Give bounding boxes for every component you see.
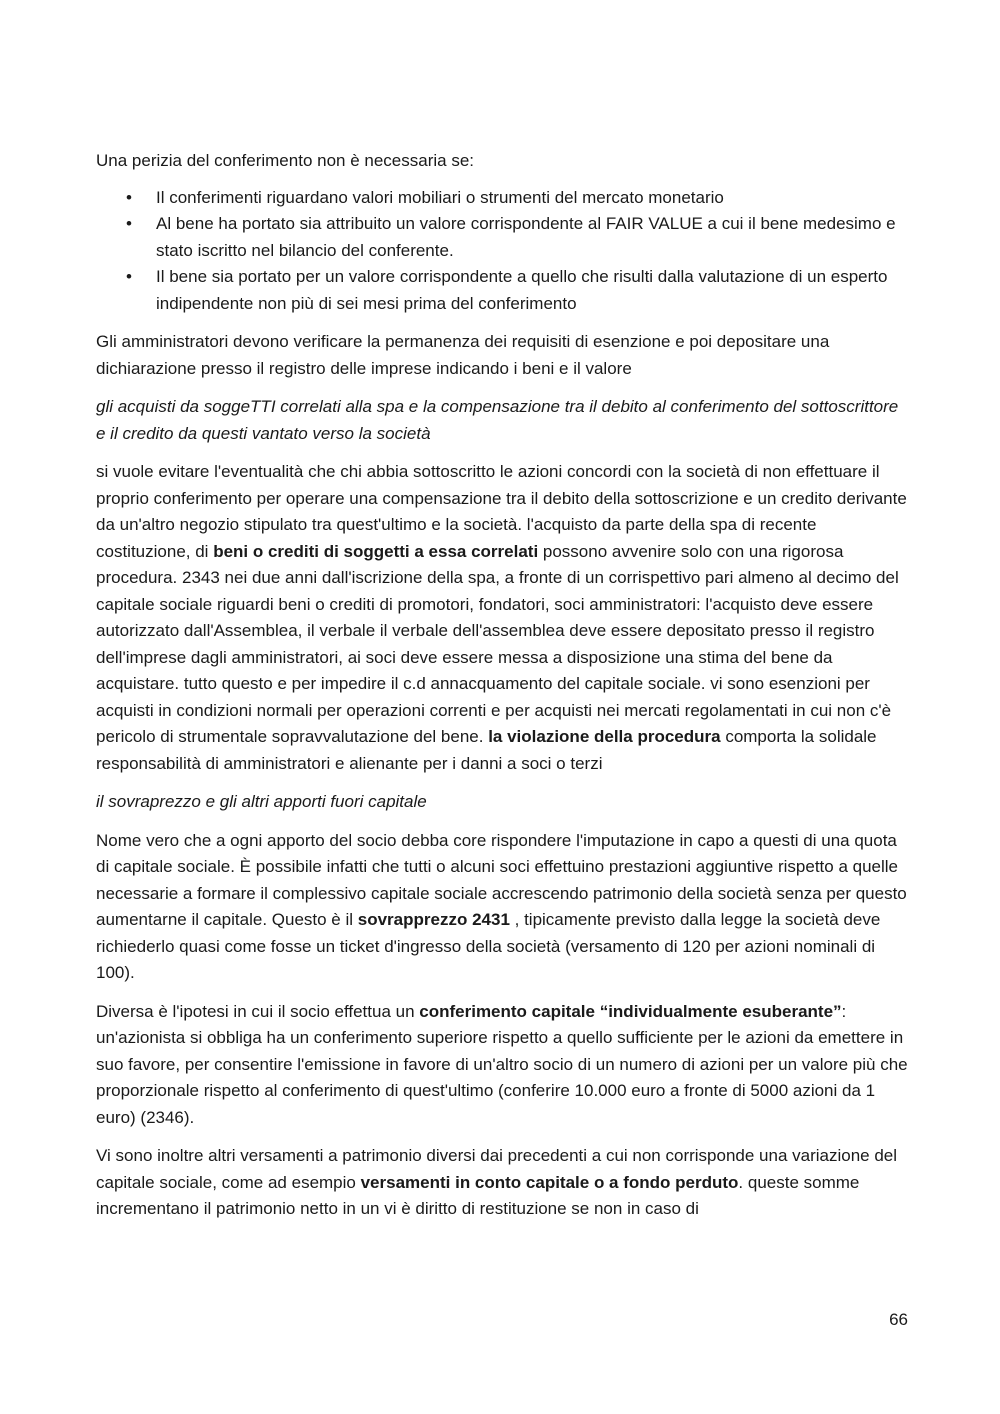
text-run: Diversa è l'ipotesi in cui il socio effettua un [96,1001,420,1021]
bullet-icon: • [126,187,132,207]
bold-text: sovrapprezzo 2431 [357,910,510,929]
text-run: : un'azionista si obbliga ha un conferimento superiore rispetto a quello sufficiente per le azioni da emettere in suo favore, per consentire l'emissione in favore di un'altro socio di un numero di azioni per un valore più che proporzionale rispetto al conferimento di quest'ultimo (conferire 10.000 euro a fronte di 5000 azioni da 1 euro) (2346). [96,1001,908,1127]
list-item [96,264,908,317]
page-body [96,148,908,1235]
bullet-icon: • [126,214,132,233]
esuberante-paragraph [96,999,908,1132]
bold-text: la violazione della procedura [488,727,721,746]
bold-text: beni o crediti di soggetti a essa correlati [213,541,539,561]
section-heading-acquisti: gli acquisti da soggeTTI correlati alla spa e la compensazione tra il debito al conferimento del sottoscrittore e il credito da questi vantato verso la società [96,397,899,443]
text-run: Vi sono inoltre altri versamenti a patrimonio diversi dai precedenti a cui non corrisponde una variazione del capitale sociale, come ad esempio [96,1146,898,1192]
exemption-list [96,185,908,318]
sovrapprezzo-paragraph [96,828,908,987]
bold-text: versamenti in conto capitale o a fondo perduto [360,1172,739,1192]
text-run: possono avvenire solo con una rigorosa procedura. 2343 nei due anni dall'iscrizione della spa, a fronte di un corrispettivo pari almeno al decimo del capitale sociale riguardi beni o crediti di promotori, fondatori, soci amministratori: l'acquisto deve essere autorizzato dall'Assemblea, il verbale il verbale dell'assemblea deve essere depositato presso il registro dell'imprese dagli amministratori, ai soci deve essere messa a disposizione una stima del bene da acquistare. tutto questo e per impedire il c.d annacquamento del capitale sociale. vi sono esenzioni per acquisti in condizioni normali per operazioni correnti e per acquisti nei mercati regolamentati in cui non c'è pericolo di strumentale sopravvalutazione del bene. [96,541,899,746]
versamenti-paragraph [96,1143,908,1223]
bold-text: conferimento capitale “individualmente esuberante” [419,1001,842,1021]
intro-paragraph: Una perizia del conferimento non è necessaria se: [96,151,474,170]
text-run: , tipicamente previsto dalla legge la società deve richiederlo quasi come fosse un ticket d'ingresso della società (versamento di 120 per azioni nominali di 100). [96,910,881,982]
list-item-text: Il conferimenti riguardano valori mobiliari o strumenti del mercato monetario [156,187,724,207]
section-heading-sovraprezzo: il sovraprezzo e gli altri apporti fuori capitale [96,792,427,811]
text-run: . queste somme incrementano il patrimonio netto in un vi è diritto di restituzione se non in caso di [96,1172,860,1218]
list-item [96,211,908,264]
list-item [96,185,908,212]
text-run: comporta la solidale responsabilità di amministratori e alienante per i danni a soci o terzi [96,727,877,773]
list-item-text: Il bene sia portato per un valore corrispondente a quello che risulti dalla valutazione di un esperto indipendente non più di sei mesi prima del conferimento [156,267,888,313]
page-number: 66 [889,1310,908,1329]
bullet-icon: • [126,267,132,286]
text-run: Nome vero che a ogni apporto del socio debba core rispondere l'imputazione in capo a questi di una quota di capitale sociale. È possibile infatti che tutti o alcuni soci effettuino prestazioni aggiuntive rispetto a quelle necessarie a formare il complessivo capitale sociale accrescendo patrimonio della società senza per questo aumentarne il capitale. Questo è il [96,830,907,929]
list-item-text: Al bene ha portato sia attribuito un valore corrispondente al FAIR VALUE a cui il bene medesimo e stato iscritto nel bilancio del conferente. [156,214,896,260]
acquisti-paragraph [96,459,908,777]
text-run: si vuole evitare l'eventualità che chi abbia sottoscritto le azioni concordi con la società di non effettuare il proprio conferimento per operare una compensazione tra il debito della sottoscrizione e un credito derivante da un'altro negozio stipulato tra quest'ultimo e la società. l'acquisto da parte della spa di recente costituzione, di [96,462,907,561]
amministratori-paragraph: Gli amministratori devono verificare la permanenza dei requisiti di esenzione e poi depositare una dichiarazione presso il registro delle imprese indicando i beni e il valore [96,332,830,378]
